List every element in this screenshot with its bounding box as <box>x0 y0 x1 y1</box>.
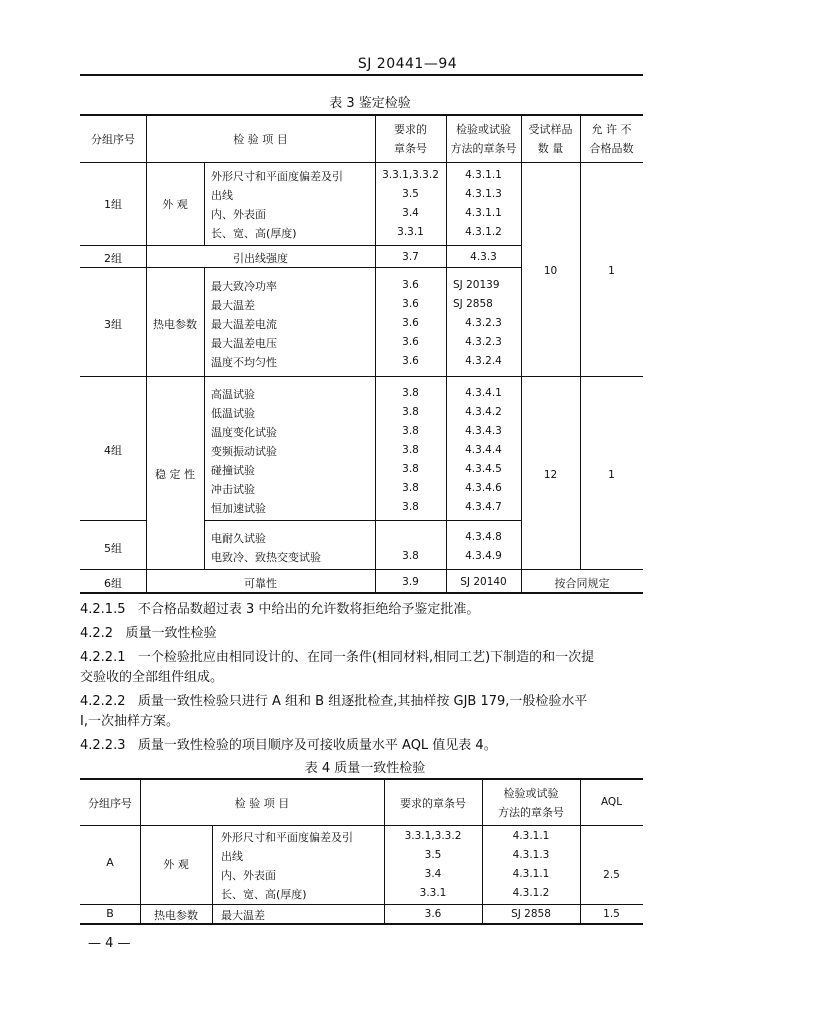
rule <box>204 520 522 521</box>
item-cell: 温度变化试验 <box>211 426 277 439</box>
method-cell: 4.3.4.8 <box>465 531 502 543</box>
item-cell: 出线 <box>211 189 233 202</box>
th-clause: 要求的 <box>394 123 427 136</box>
clause-cell: 3.5 <box>402 188 419 200</box>
rule <box>80 376 643 377</box>
table4-bottom-rule <box>80 923 643 925</box>
method-cell: 4.3.4.6 <box>465 482 502 494</box>
method-cell: SJ 2858 <box>511 908 551 920</box>
method-cell: SJ 20139 <box>453 279 500 291</box>
method-cell: SJ 2858 <box>453 298 493 310</box>
allow-count: 1 <box>608 265 615 277</box>
group-label: 3组 <box>104 318 122 331</box>
method-cell: 4.3.4.5 <box>465 463 502 475</box>
col-rule <box>446 114 447 592</box>
method-cell: 4.3.4.1 <box>465 387 502 399</box>
table3-top-rule <box>80 114 643 116</box>
item-cell: 最大温差电压 <box>211 337 277 350</box>
item-cell: 内、外表面 <box>211 208 266 221</box>
group-category: 外 观 <box>162 198 188 211</box>
group-label: 6组 <box>104 577 122 590</box>
th-method: 方法的章条号 <box>450 142 517 155</box>
paragraph <box>80 600 479 620</box>
paragraph <box>80 648 594 668</box>
th-clause: 章条号 <box>394 142 427 155</box>
rule <box>80 904 643 905</box>
sample-count: 10 <box>543 265 558 277</box>
sample-count: 12 <box>543 469 558 481</box>
paragraph-text: 一个检验批应由相同设计的、在同一条件(相同材料,相同工艺)下制造的和一次提 <box>137 650 595 665</box>
clause-number: 4.2.2.3 <box>80 738 126 753</box>
aql-value: 2.5 <box>603 869 620 881</box>
paragraph <box>80 624 217 644</box>
table3-bottom-rule <box>80 592 643 594</box>
th-sample: 受试样品 <box>528 123 573 136</box>
clause-cell: 3.8 <box>402 550 419 562</box>
clause-cell: 3.4 <box>402 207 419 219</box>
item-cell: 最大温差电流 <box>211 318 277 331</box>
item-cell: 内、外表面 <box>221 869 276 882</box>
th-method: 方法的章条号 <box>498 806 564 819</box>
method-cell: 4.3.2.3 <box>465 317 502 329</box>
clause-cell: 3.8 <box>402 501 419 513</box>
group-label: A <box>106 856 114 869</box>
th-item: 检 验 项 目 <box>234 797 290 810</box>
method-cell: 4.3.3 <box>470 251 497 263</box>
col-rule <box>212 825 213 923</box>
col-rule <box>204 162 205 245</box>
table3-caption: 表 3 鉴定检验 <box>329 96 411 111</box>
paragraph-text: 质量一致性检验只进行 A 组和 B 组逐批检查,其抽样按 GJB 179,一般检验水平 <box>137 694 588 709</box>
clause-cell: 3.6 <box>402 298 419 310</box>
group-label: 1组 <box>104 198 122 211</box>
col-rule <box>580 114 581 569</box>
item-cell: 碰撞试验 <box>211 464 255 477</box>
clause-cell: 3.3.1,3.3.2 <box>404 830 462 842</box>
clause-cell: 3.8 <box>402 482 419 494</box>
header-rule <box>80 74 643 76</box>
method-cell: 4.3.1.1 <box>512 830 550 842</box>
method-cell: 4.3.1.2 <box>465 226 502 238</box>
document-id: SJ 20441—94 <box>357 56 458 72</box>
clause-cell: 3.7 <box>402 251 419 263</box>
th-method: 检验或试验 <box>456 123 511 136</box>
method-cell: 4.3.2.3 <box>465 336 502 348</box>
col-rule <box>521 114 522 592</box>
method-cell: 4.3.1.1 <box>512 868 550 880</box>
col-rule <box>375 114 376 592</box>
col-rule <box>204 267 205 569</box>
method-cell: 4.3.1.3 <box>512 849 550 861</box>
item-cell: 可靠性 <box>244 577 277 590</box>
clause-number: 4.2.2.1 <box>80 650 126 665</box>
clause-cell: 3.9 <box>402 576 419 588</box>
contract-note: 按合同规定 <box>554 577 610 590</box>
clause-cell: 3.6 <box>424 908 442 920</box>
item-cell: 最大温差 <box>221 909 265 922</box>
item-cell: 最大致冷功率 <box>211 280 277 293</box>
method-cell: 4.3.4.9 <box>465 550 502 562</box>
group-label: 5组 <box>104 542 122 555</box>
clause-cell: 3.3.1 <box>419 887 447 899</box>
clause-cell: 3.6 <box>402 336 419 348</box>
clause-number: 4.2.2.2 <box>80 694 126 709</box>
item-cell: 外形尺寸和平面度偏差及引 <box>211 170 343 183</box>
th-method: 检验或试验 <box>503 787 559 800</box>
clause-cell: 3.4 <box>424 868 442 880</box>
method-cell: 4.3.4.2 <box>465 406 502 418</box>
method-cell: 4.3.1.1 <box>465 207 502 219</box>
paragraph <box>80 736 497 756</box>
th-aql: AQL <box>600 796 623 808</box>
clause-cell: 3.3.1 <box>397 226 424 238</box>
group-category: 热电参数 <box>154 909 198 922</box>
method-cell: SJ 20140 <box>460 576 507 588</box>
clause-cell: 3.3.1,3.3.2 <box>382 169 439 181</box>
method-cell: 4.3.4.3 <box>465 425 502 437</box>
group-category: 热电参数 <box>153 318 197 331</box>
allow-count: 1 <box>608 469 615 481</box>
group-label: B <box>106 907 114 920</box>
clause-number: 4.2.2 <box>80 626 114 641</box>
item-cell: 外形尺寸和平面度偏差及引 <box>221 831 353 844</box>
paragraph-text: 质量一致性检验的项目顺序及可接收质量水平 AQL 值见表 4。 <box>137 738 497 753</box>
clause-number: 4.2.1.5 <box>80 602 126 617</box>
aql-value: 1.5 <box>603 908 620 920</box>
clause-cell: 3.8 <box>402 406 419 418</box>
method-cell: 4.3.1.3 <box>465 188 502 200</box>
item-cell: 长、宽、高(厚度) <box>221 888 307 901</box>
item-cell: 引出线强度 <box>233 252 288 265</box>
item-cell: 出线 <box>221 850 243 863</box>
item-cell: 高温试验 <box>211 388 255 401</box>
clause-cell: 3.8 <box>402 463 419 475</box>
group-label: 2组 <box>104 252 122 265</box>
clause-cell: 3.6 <box>402 317 419 329</box>
method-cell: 4.3.4.4 <box>465 444 502 456</box>
item-cell: 低温试验 <box>211 407 255 420</box>
rule <box>80 569 643 570</box>
method-cell: 4.3.1.2 <box>512 887 550 899</box>
th-allow: 合格品数 <box>589 142 634 155</box>
item-cell: 电致冷、致热交变试验 <box>211 551 321 564</box>
clause-cell: 3.8 <box>402 425 419 437</box>
th-group: 分组序号 <box>88 797 132 810</box>
th-item: 检 验 项 目 <box>233 133 288 146</box>
paragraph <box>80 692 587 712</box>
method-cell: 4.3.4.7 <box>465 501 502 513</box>
method-cell: 4.3.2.4 <box>465 355 502 367</box>
group-label: 4组 <box>104 444 122 457</box>
item-cell: 长、宽、高(厚度) <box>211 227 297 240</box>
th-clause: 要求的章条号 <box>400 797 466 810</box>
clause-cell: 3.6 <box>402 279 419 291</box>
table4-caption: 表 4 质量一致性检验 <box>304 761 426 776</box>
section-heading: 质量一致性检验 <box>125 626 217 641</box>
clause-cell: 3.8 <box>402 444 419 456</box>
table3-header-rule <box>80 162 643 163</box>
col-rule <box>146 114 147 592</box>
item-cell: 恒加速试验 <box>211 502 266 515</box>
clause-cell: 3.8 <box>402 387 419 399</box>
group-category: 外 观 <box>163 858 189 871</box>
clause-cell: 3.6 <box>402 355 419 367</box>
item-cell: 最大温差 <box>211 299 255 312</box>
page-number: — 4 — <box>88 936 131 951</box>
paragraph-text: 不合格品数超过表 3 中给出的允许数将拒绝给予鉴定批准。 <box>137 602 480 617</box>
rule <box>80 520 147 521</box>
th-group: 分组序号 <box>91 133 135 146</box>
item-cell: 温度不均匀性 <box>211 356 277 369</box>
th-allow: 允 许 不 <box>591 123 632 136</box>
table4-top-rule <box>80 778 643 780</box>
item-cell: 冲击试验 <box>211 483 255 496</box>
paragraph-continuation: 交验收的全部组件组成。 <box>80 670 224 685</box>
th-sample: 数 量 <box>537 142 564 155</box>
method-cell: 4.3.1.1 <box>465 169 502 181</box>
group-category: 稳 定 性 <box>155 468 195 481</box>
clause-cell: 3.5 <box>424 849 442 861</box>
item-cell: 变频振动试验 <box>211 445 277 458</box>
table4-header-rule <box>80 825 643 826</box>
item-cell: 电耐久试验 <box>211 532 266 545</box>
paragraph-continuation: Ⅰ,一次抽样方案。 <box>80 714 179 729</box>
